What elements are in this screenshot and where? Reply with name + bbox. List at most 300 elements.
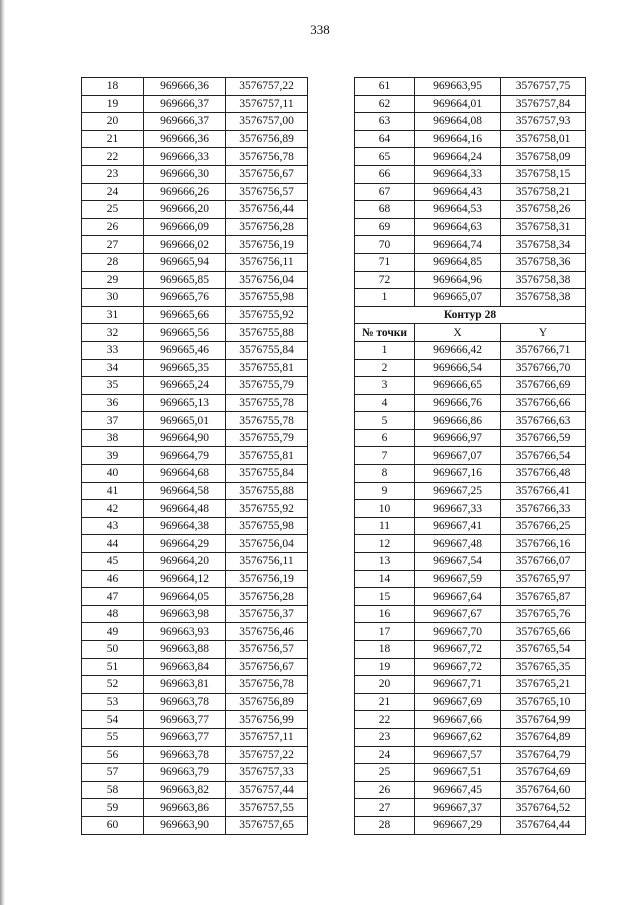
table-row [355, 113, 586, 131]
table-row [355, 781, 586, 799]
x-coordinate: 969667,48 [415, 535, 501, 553]
x-coordinate: 969664,33 [415, 165, 501, 183]
point-number: 56 [82, 746, 144, 764]
point-number: 19 [82, 95, 144, 113]
x-coordinate: 969667,62 [415, 728, 501, 746]
x-coordinate: 969663,98 [144, 605, 226, 623]
y-coordinate: 3576756,89 [226, 693, 308, 711]
x-coordinate: 969666,37 [144, 95, 226, 113]
point-number: 20 [82, 113, 144, 131]
point-number: 29 [82, 271, 144, 289]
table-row [82, 764, 308, 782]
x-coordinate: 969663,90 [144, 816, 226, 834]
y-coordinate: 3576756,67 [226, 165, 308, 183]
y-coordinate: 3576766,25 [501, 517, 586, 535]
table-row [355, 641, 586, 659]
point-number: 45 [82, 553, 144, 571]
point-number: 28 [355, 816, 415, 834]
x-coordinate: 969663,78 [144, 693, 226, 711]
page-number: 338 [310, 22, 330, 37]
x-coordinate: 969663,77 [144, 728, 226, 746]
x-coordinate: 969663,82 [144, 781, 226, 799]
x-coordinate: 969667,70 [415, 623, 501, 641]
point-number: 52 [82, 676, 144, 694]
y-coordinate: 3576755,79 [226, 429, 308, 447]
y-coordinate: 3576766,54 [501, 447, 586, 465]
y-coordinate: 3576758,09 [501, 148, 586, 166]
x-coordinate: 969665,94 [144, 253, 226, 271]
y-coordinate: 3576755,78 [226, 412, 308, 430]
table-row [355, 359, 586, 377]
point-number: 39 [82, 447, 144, 465]
y-coordinate: 3576766,66 [501, 394, 586, 412]
x-coordinate: 969663,93 [144, 623, 226, 641]
point-number: 21 [355, 693, 415, 711]
table-row [82, 359, 308, 377]
point-number: 25 [82, 201, 144, 219]
table-row [82, 447, 308, 465]
x-coordinate: 969664,85 [415, 253, 501, 271]
y-coordinate: 3576757,65 [226, 816, 308, 834]
point-number: 68 [355, 201, 415, 219]
table-row [355, 165, 586, 183]
y-coordinate: 3576756,44 [226, 201, 308, 219]
point-number: 18 [82, 78, 144, 96]
x-coordinate: 969664,01 [415, 95, 501, 113]
y-coordinate: 3576766,69 [501, 377, 586, 395]
x-coordinate: 969664,12 [144, 570, 226, 588]
table-row [82, 711, 308, 729]
point-number: 24 [355, 746, 415, 764]
y-coordinate: 3576755,81 [226, 447, 308, 465]
point-number: 22 [355, 711, 415, 729]
header-point: № точки [355, 324, 415, 342]
y-coordinate: 3576757,11 [226, 95, 308, 113]
y-coordinate: 3576756,19 [226, 236, 308, 254]
contour-title: Контур 28 [355, 306, 586, 324]
x-coordinate: 969667,33 [415, 500, 501, 518]
table-row [82, 482, 308, 500]
point-number: 53 [82, 693, 144, 711]
point-number: 51 [82, 658, 144, 676]
point-number: 12 [355, 535, 415, 553]
point-number: 40 [82, 465, 144, 483]
table-row [82, 377, 308, 395]
point-number: 59 [82, 799, 144, 817]
x-coordinate: 969667,72 [415, 658, 501, 676]
point-number: 46 [82, 570, 144, 588]
point-number: 30 [82, 289, 144, 307]
x-coordinate: 969666,09 [144, 218, 226, 236]
table-row [355, 271, 586, 289]
point-number: 14 [355, 570, 415, 588]
x-coordinate: 969664,05 [144, 588, 226, 606]
table-row [82, 500, 308, 518]
x-coordinate: 969667,25 [415, 482, 501, 500]
y-coordinate: 3576757,22 [226, 78, 308, 96]
x-coordinate: 969667,69 [415, 693, 501, 711]
point-number: 17 [355, 623, 415, 641]
point-number: 26 [82, 218, 144, 236]
x-coordinate: 969665,76 [144, 289, 226, 307]
y-coordinate: 3576756,57 [226, 183, 308, 201]
y-coordinate: 3576755,92 [226, 500, 308, 518]
y-coordinate: 3576757,93 [501, 113, 586, 131]
x-coordinate: 969666,76 [415, 394, 501, 412]
y-coordinate: 3576756,19 [226, 570, 308, 588]
point-number: 27 [82, 236, 144, 254]
point-number: 10 [355, 500, 415, 518]
table-row [82, 693, 308, 711]
y-coordinate: 3576756,11 [226, 553, 308, 571]
y-coordinate: 3576764,89 [501, 728, 586, 746]
table-row [355, 78, 586, 96]
y-coordinate: 3576766,71 [501, 341, 586, 359]
y-coordinate: 3576755,78 [226, 394, 308, 412]
x-coordinate: 969663,81 [144, 676, 226, 694]
x-coordinate: 969664,48 [144, 500, 226, 518]
point-number: 22 [82, 148, 144, 166]
table-row [355, 465, 586, 483]
y-coordinate: 3576758,38 [501, 271, 586, 289]
point-number: 2 [355, 359, 415, 377]
table-row [82, 412, 308, 430]
table-row [82, 676, 308, 694]
x-coordinate: 969664,58 [144, 482, 226, 500]
point-number: 23 [355, 728, 415, 746]
table-row [355, 570, 586, 588]
y-coordinate: 3576755,84 [226, 341, 308, 359]
table-row [355, 482, 586, 500]
point-number: 5 [355, 412, 415, 430]
table-header-row [355, 324, 586, 342]
table-row [355, 500, 586, 518]
x-coordinate: 969663,86 [144, 799, 226, 817]
table-row [82, 236, 308, 254]
x-coordinate: 969667,54 [415, 553, 501, 571]
x-coordinate: 969664,53 [415, 201, 501, 219]
table-row [355, 605, 586, 623]
y-coordinate: 3576765,54 [501, 641, 586, 659]
y-coordinate: 3576764,52 [501, 799, 586, 817]
coordinates-table-left [81, 77, 308, 835]
table-row [355, 799, 586, 817]
table-row [82, 165, 308, 183]
x-coordinate: 969666,33 [144, 148, 226, 166]
point-number: 42 [82, 500, 144, 518]
table-row [355, 658, 586, 676]
table-row [355, 148, 586, 166]
table-row [355, 201, 586, 219]
table-row [82, 746, 308, 764]
x-coordinate: 969663,95 [415, 78, 501, 96]
x-coordinate: 969667,67 [415, 605, 501, 623]
y-coordinate: 3576756,99 [226, 711, 308, 729]
point-number: 21 [82, 130, 144, 148]
point-number: 3 [355, 377, 415, 395]
table-row [355, 535, 586, 553]
y-coordinate: 3576758,01 [501, 130, 586, 148]
y-coordinate: 3576764,60 [501, 781, 586, 799]
y-coordinate: 3576755,98 [226, 517, 308, 535]
x-coordinate: 969664,63 [415, 218, 501, 236]
table-row [82, 306, 308, 324]
x-coordinate: 969666,54 [415, 359, 501, 377]
header-x: X [415, 324, 501, 342]
point-number: 4 [355, 394, 415, 412]
table-row [82, 465, 308, 483]
table-row [82, 658, 308, 676]
y-coordinate: 3576755,84 [226, 465, 308, 483]
point-number: 6 [355, 429, 415, 447]
y-coordinate: 3576755,88 [226, 482, 308, 500]
point-number: 15 [355, 588, 415, 606]
x-coordinate: 969666,65 [415, 377, 501, 395]
point-number: 44 [82, 535, 144, 553]
y-coordinate: 3576764,79 [501, 746, 586, 764]
table-row [82, 570, 308, 588]
table-row [82, 130, 308, 148]
y-coordinate: 3576766,33 [501, 500, 586, 518]
y-coordinate: 3576766,07 [501, 553, 586, 571]
point-number: 28 [82, 253, 144, 271]
y-coordinate: 3576758,15 [501, 165, 586, 183]
point-number: 34 [82, 359, 144, 377]
x-coordinate: 969666,02 [144, 236, 226, 254]
x-coordinate: 969664,20 [144, 553, 226, 571]
point-number: 26 [355, 781, 415, 799]
x-coordinate: 969663,88 [144, 641, 226, 659]
table-row [82, 816, 308, 834]
table-row [355, 623, 586, 641]
x-coordinate: 969666,26 [144, 183, 226, 201]
x-coordinate: 969664,96 [415, 271, 501, 289]
x-coordinate: 969663,79 [144, 764, 226, 782]
table-row [82, 588, 308, 606]
y-coordinate: 3576756,46 [226, 623, 308, 641]
point-number: 64 [355, 130, 415, 148]
x-coordinate: 969665,01 [144, 412, 226, 430]
point-number: 70 [355, 236, 415, 254]
table-row [82, 95, 308, 113]
header-y: Y [501, 324, 586, 342]
table-row [355, 746, 586, 764]
scan-edge [0, 0, 5, 905]
y-coordinate: 3576764,69 [501, 764, 586, 782]
point-number: 41 [82, 482, 144, 500]
y-coordinate: 3576765,87 [501, 588, 586, 606]
table-row [355, 236, 586, 254]
x-coordinate: 969664,24 [415, 148, 501, 166]
table-row [355, 218, 586, 236]
contour-title-row [355, 306, 586, 324]
table-row [82, 641, 308, 659]
x-coordinate: 969666,36 [144, 78, 226, 96]
y-coordinate: 3576756,28 [226, 218, 308, 236]
x-coordinate: 969667,51 [415, 764, 501, 782]
y-coordinate: 3576766,41 [501, 482, 586, 500]
y-coordinate: 3576755,92 [226, 306, 308, 324]
y-coordinate: 3576757,22 [226, 746, 308, 764]
table-row [355, 429, 586, 447]
x-coordinate: 969667,37 [415, 799, 501, 817]
point-number: 18 [355, 641, 415, 659]
y-coordinate: 3576756,28 [226, 588, 308, 606]
point-number: 37 [82, 412, 144, 430]
y-coordinate: 3576755,88 [226, 324, 308, 342]
x-coordinate: 969665,35 [144, 359, 226, 377]
point-number: 67 [355, 183, 415, 201]
table-row [355, 676, 586, 694]
x-coordinate: 969664,16 [415, 130, 501, 148]
table-row [355, 289, 586, 307]
table-row [355, 711, 586, 729]
point-number: 13 [355, 553, 415, 571]
table-row [82, 535, 308, 553]
point-number: 36 [82, 394, 144, 412]
point-number: 27 [355, 799, 415, 817]
y-coordinate: 3576757,33 [226, 764, 308, 782]
table-row [82, 324, 308, 342]
table-row [355, 553, 586, 571]
y-coordinate: 3576756,89 [226, 130, 308, 148]
table-row [82, 113, 308, 131]
y-coordinate: 3576757,00 [226, 113, 308, 131]
x-coordinate: 969665,07 [415, 289, 501, 307]
table-row [82, 781, 308, 799]
x-coordinate: 969666,86 [415, 412, 501, 430]
table-row [355, 588, 586, 606]
y-coordinate: 3576766,48 [501, 465, 586, 483]
point-number: 63 [355, 113, 415, 131]
table-row [82, 429, 308, 447]
y-coordinate: 3576756,78 [226, 148, 308, 166]
x-coordinate: 969665,85 [144, 271, 226, 289]
x-coordinate: 969667,64 [415, 588, 501, 606]
point-number: 57 [82, 764, 144, 782]
point-number: 62 [355, 95, 415, 113]
y-coordinate: 3576757,55 [226, 799, 308, 817]
point-number: 65 [355, 148, 415, 166]
x-coordinate: 969665,24 [144, 377, 226, 395]
y-coordinate: 3576764,99 [501, 711, 586, 729]
y-coordinate: 3576758,31 [501, 218, 586, 236]
y-coordinate: 3576757,84 [501, 95, 586, 113]
coordinates-table-right [354, 77, 586, 835]
x-coordinate: 969664,79 [144, 447, 226, 465]
table-row [82, 799, 308, 817]
table-row [82, 201, 308, 219]
y-coordinate: 3576757,44 [226, 781, 308, 799]
point-number: 49 [82, 623, 144, 641]
x-coordinate: 969664,08 [415, 113, 501, 131]
x-coordinate: 969667,16 [415, 465, 501, 483]
y-coordinate: 3576765,66 [501, 623, 586, 641]
y-coordinate: 3576756,57 [226, 641, 308, 659]
point-number: 35 [82, 377, 144, 395]
point-number: 23 [82, 165, 144, 183]
point-number: 7 [355, 447, 415, 465]
x-coordinate: 969666,97 [415, 429, 501, 447]
x-coordinate: 969667,72 [415, 641, 501, 659]
point-number: 71 [355, 253, 415, 271]
table-row [82, 517, 308, 535]
y-coordinate: 3576766,16 [501, 535, 586, 553]
point-number: 50 [82, 641, 144, 659]
y-coordinate: 3576765,35 [501, 658, 586, 676]
y-coordinate: 3576755,98 [226, 289, 308, 307]
table-row [355, 377, 586, 395]
y-coordinate: 3576756,04 [226, 535, 308, 553]
point-number: 11 [355, 517, 415, 535]
point-number: 47 [82, 588, 144, 606]
point-number: 1 [355, 341, 415, 359]
y-coordinate: 3576757,11 [226, 728, 308, 746]
point-number: 58 [82, 781, 144, 799]
y-coordinate: 3576764,44 [501, 816, 586, 834]
table-row [355, 412, 586, 430]
y-coordinate: 3576755,79 [226, 377, 308, 395]
y-coordinate: 3576765,76 [501, 605, 586, 623]
table-row [82, 728, 308, 746]
point-number: 31 [82, 306, 144, 324]
x-coordinate: 969667,07 [415, 447, 501, 465]
x-coordinate: 969664,68 [144, 465, 226, 483]
x-coordinate: 969667,41 [415, 517, 501, 535]
y-coordinate: 3576758,26 [501, 201, 586, 219]
x-coordinate: 969666,37 [144, 113, 226, 131]
table-row [82, 553, 308, 571]
table-row [355, 693, 586, 711]
table-row [82, 183, 308, 201]
table-row [355, 253, 586, 271]
point-number: 60 [82, 816, 144, 834]
point-number: 72 [355, 271, 415, 289]
y-coordinate: 3576758,38 [501, 289, 586, 307]
x-coordinate: 969667,59 [415, 570, 501, 588]
table-row [355, 183, 586, 201]
x-coordinate: 969665,66 [144, 306, 226, 324]
point-number: 25 [355, 764, 415, 782]
x-coordinate: 969667,29 [415, 816, 501, 834]
x-coordinate: 969667,71 [415, 676, 501, 694]
point-number: 1 [355, 289, 415, 307]
x-coordinate: 969667,45 [415, 781, 501, 799]
point-number: 55 [82, 728, 144, 746]
x-coordinate: 969665,56 [144, 324, 226, 342]
x-coordinate: 969666,20 [144, 201, 226, 219]
point-number: 19 [355, 658, 415, 676]
x-coordinate: 969664,29 [144, 535, 226, 553]
y-coordinate: 3576758,34 [501, 236, 586, 254]
point-number: 33 [82, 341, 144, 359]
point-number: 54 [82, 711, 144, 729]
x-coordinate: 969663,77 [144, 711, 226, 729]
y-coordinate: 3576765,97 [501, 570, 586, 588]
table-row [355, 130, 586, 148]
table-row [82, 289, 308, 307]
table-row [82, 394, 308, 412]
y-coordinate: 3576766,70 [501, 359, 586, 377]
y-coordinate: 3576766,59 [501, 429, 586, 447]
table-row [82, 253, 308, 271]
x-coordinate: 969663,78 [144, 746, 226, 764]
y-coordinate: 3576756,37 [226, 605, 308, 623]
x-coordinate: 969664,74 [415, 236, 501, 254]
point-number: 16 [355, 605, 415, 623]
y-coordinate: 3576756,11 [226, 253, 308, 271]
x-coordinate: 969666,36 [144, 130, 226, 148]
